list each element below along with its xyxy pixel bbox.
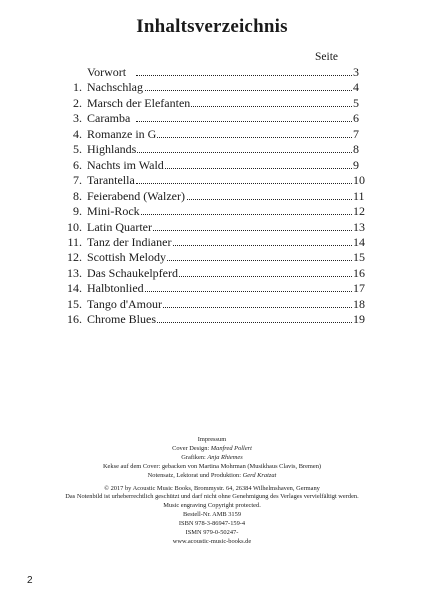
toc-title: Latin Quarter [87,219,152,234]
toc-entry [0,127,424,142]
toc-page-number: 10 [353,173,365,188]
toc-leader-dots [136,307,352,308]
toc-title: Highlands [87,142,137,157]
rights-line: Das Notenbild ist urheberrechtlich geschützt und darf nicht ohne Genehmigung des Verlages vervielfältigt werden. [65,493,359,501]
cover-design-credit: Cover Design: Manfred Pollert [172,444,252,452]
toc-title: Tanz der Indianer [87,234,172,249]
page-column-label: Seite [315,51,338,63]
toc-entry [0,80,424,95]
order-number: Bestell-Nr. AMB 3159 [182,511,242,519]
toc-title: Marsch der Elefanten [87,95,191,110]
toc-page-number: 16 [353,265,365,280]
toc-number: 4. [73,126,82,141]
toc-page-number: 12 [353,204,365,219]
page-title: Inhaltsverzeichnis [136,16,288,37]
toc-leader-dots [136,291,352,292]
toc-number: 12. [67,250,82,265]
toc-title: Mini-Rock [87,204,140,219]
toc-number: 15. [67,296,82,311]
toc-entry [0,65,424,80]
toc-number: 9. [73,204,82,219]
toc-number: 2. [73,95,82,110]
toc-leader-dots [136,168,352,169]
toc-leader-dots [136,152,352,153]
toc-number: 16. [67,312,82,327]
cookies-credit: Kekse auf dem Cover: gebacken von Martina Mohrman (Musikhaus Clavis, Bremen) [102,462,322,470]
toc-page-number: 14 [353,234,365,249]
toc-number: 8. [73,188,82,203]
toc-leader-dots [136,183,352,184]
production-credit: Notensatz, Lektorat und Produktion: Gerd Kratzat [147,471,277,479]
impressum [0,436,424,547]
toc-number: 1. [73,80,82,95]
toc-entry [0,281,424,296]
toc-page-number: 6 [353,111,359,126]
toc-page-number: 3 [353,65,359,79]
impressum-heading: Impressum [197,436,227,443]
toc-leader-dots [136,75,352,76]
toc-page-number: 18 [353,296,365,311]
toc-page-number: 4 [353,80,359,95]
toc-number: 3. [73,111,82,126]
toc-number: 7. [73,173,82,188]
toc-title: Scottish Melody [87,250,167,265]
copyright-line: © 2017 by Acoustic Music Books, Brommystr. 64, 26384 Wilhelmshaven, Germany [104,484,320,492]
toc-entry [0,173,424,188]
toc-page-number: 15 [353,250,365,265]
toc-title: Tango d'Amour [87,296,162,311]
toc-page-number: 11 [353,188,365,203]
toc-title: Caramba [87,111,131,126]
toc-page-number: 8 [353,142,359,157]
toc-number: 5. [73,142,82,157]
toc-page-number: 17 [353,281,365,296]
isbn: ISBN 978-3-86947-159-4 [178,520,246,528]
toc-entry [0,266,424,281]
toc-entry [0,235,424,250]
toc-leader-dots [136,230,352,231]
engraving-line: Music engraving Copyright protected. [163,502,261,510]
toc-title: Chrome Blues [87,312,156,327]
toc-entry [0,204,424,219]
toc-title: Nachschlag [87,80,143,95]
toc-entry [0,189,424,204]
website: www.acoustic-music-books.de [172,537,252,545]
toc-entry [0,250,424,265]
toc-number: 11. [67,234,82,249]
toc-title: Halbtonlied [87,281,144,296]
toc-title: Tarantella [87,173,135,188]
toc-entry [0,142,424,157]
toc-number: 6. [73,157,82,172]
toc-entry [0,158,424,173]
toc-leader-dots [136,214,352,215]
toc-leader-dots [136,137,352,138]
toc-title: Romanze in G [87,126,157,141]
toc-title: Nachts im Wald [87,157,164,172]
toc-entry [0,96,424,111]
page-number: 2 [27,575,33,586]
toc-page-number: 5 [353,95,359,110]
toc-entry [0,220,424,235]
toc-number: 13. [67,265,82,280]
toc-entry [0,312,424,327]
toc-page-number: 7 [353,126,359,141]
toc-page-number: 9 [353,157,359,172]
toc-page-number: 19 [353,312,365,327]
toc-title: Feierabend (Walzer) [87,188,185,203]
toc-entry [0,297,424,312]
toc-leader-dots [136,322,352,323]
toc-leader-dots [136,121,352,122]
toc-number: 14. [67,281,82,296]
toc-entry [0,111,424,126]
toc-title: Vorwort [87,65,127,79]
graphics-credit: Grafiken: Anja Rhiemes [181,453,243,461]
toc-page-number: 13 [353,219,365,234]
ismn: ISMN 979-0-50247- [185,529,239,537]
toc-leader-dots [136,90,352,91]
toc-number: 10. [67,219,82,234]
toc-title: Das Schaukelpferd [87,265,178,280]
toc-leader-dots [136,260,352,261]
